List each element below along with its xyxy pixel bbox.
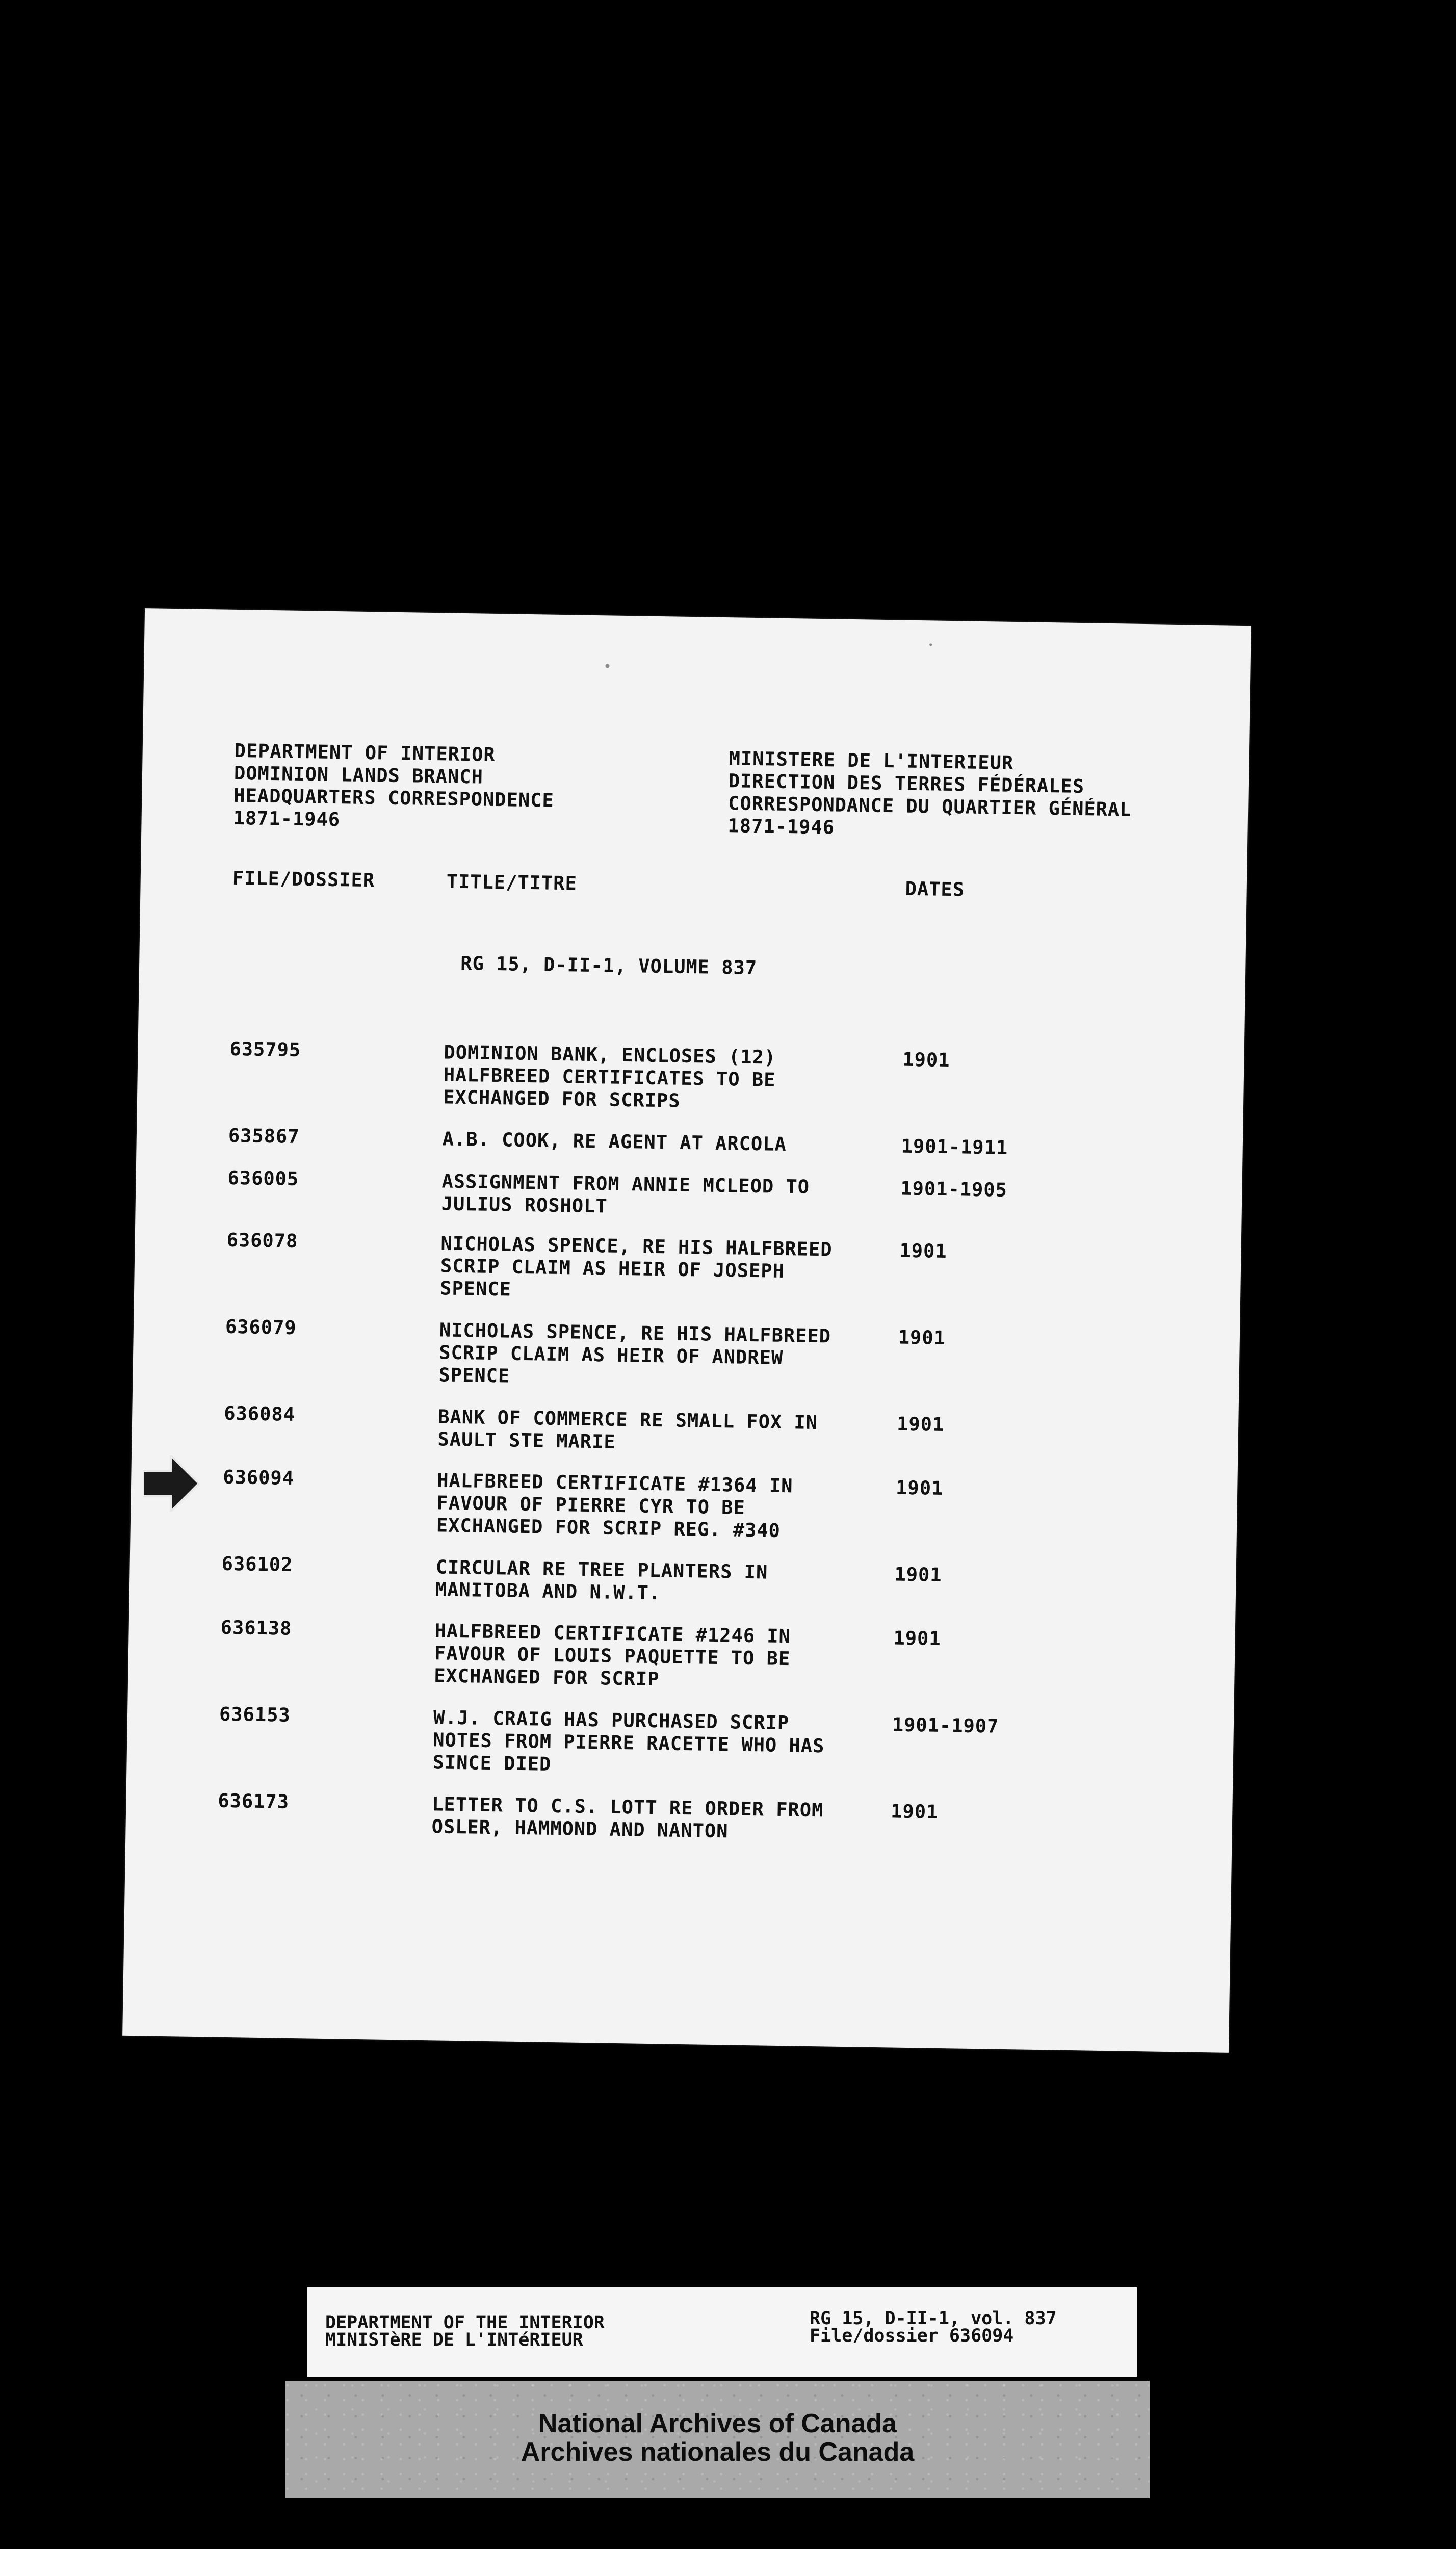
entry-dates: 1901 — [890, 1800, 939, 1823]
entry-file: 636079 — [225, 1315, 297, 1339]
entry-title-line: SPENCE — [438, 1364, 510, 1387]
entry-title-line: EXCHANGED FOR SCRIPS — [443, 1086, 681, 1112]
entry-title-line: OSLER, HAMMOND AND NANTON — [431, 1815, 729, 1842]
entry-file: 636102 — [221, 1552, 293, 1576]
archives-band — [285, 2381, 1150, 2498]
entry-title-line: JULIUS ROSHOLT — [441, 1192, 608, 1217]
entry-file: 636138 — [220, 1616, 292, 1640]
entry-dates: 1901 — [899, 1239, 947, 1262]
entry-file: 636005 — [227, 1166, 299, 1190]
entry-dates: 1901-1905 — [900, 1177, 1008, 1201]
entry-title-line: NICHOLAS SPENCE, RE HIS HALFBREED — [439, 1319, 831, 1347]
entry-title-line: NICHOLAS SPENCE, RE HIS HALFBREED — [440, 1232, 833, 1261]
entry-dates: 1901 — [895, 1476, 944, 1499]
archives-line-en: National Archives of Canada — [538, 2409, 897, 2438]
header-fr-line3: CORRESPONDANCE DU QUARTIER GÉNÉRAL — [727, 792, 1132, 821]
entry-dates: 1901-1907 — [892, 1713, 999, 1737]
label-right-line1: RG 15, D-II-1, vol. 837 — [810, 2308, 1057, 2329]
header-fr-line2: DIRECTION DES TERRES FÉDÉRALES — [728, 770, 1085, 798]
entry-dates: 1901-1911 — [901, 1135, 1008, 1159]
entry-title-line: W.J. CRAIG HAS PURCHASED SCRIP — [433, 1706, 790, 1734]
volume-line: RG 15, D-II-1, VOLUME 837 — [460, 952, 758, 979]
paper-speck — [605, 664, 609, 668]
arrow-right-icon — [143, 1455, 199, 1512]
entry-title-line: FAVOUR OF LOUIS PAQUETTE TO BE — [434, 1642, 791, 1670]
entry-title-line: SPENCE — [439, 1277, 512, 1300]
paper-speck — [929, 643, 932, 646]
entry-dates: 1901 — [893, 1627, 942, 1650]
entry-title-line: A.B. COOK, RE AGENT AT ARCOLA — [442, 1128, 787, 1156]
entry-title-line: EXCHANGED FOR SCRIP — [433, 1664, 660, 1690]
entry-title-line: LETTER TO C.S. LOTT RE ORDER FROM — [432, 1793, 824, 1822]
column-title: TITLE/TITRE — [446, 870, 578, 895]
header-en-line1: DEPARTMENT OF INTERIOR — [234, 739, 496, 766]
entry-file: 636153 — [219, 1703, 291, 1726]
entry-dates: 1901 — [894, 1563, 942, 1586]
entry-title-line: CIRCULAR RE TREE PLANTERS IN — [435, 1556, 768, 1583]
entry-title-line: SCRIP CLAIM AS HEIR OF ANDREW — [438, 1341, 784, 1369]
header-en-line3: HEADQUARTERS CORRESPONDENCE — [233, 784, 555, 812]
entry-title-line: NOTES FROM PIERRE RACETTE WHO HAS — [432, 1729, 825, 1757]
header-fr-line1: MINISTERE DE L'INTERIEUR — [729, 747, 1014, 774]
entry-dates: 1901 — [896, 1413, 945, 1436]
entry-title-line: HALFBREED CERTIFICATE #1364 IN — [436, 1469, 793, 1497]
entry-title-line: HALFBREED CERTIFICATE #1246 IN — [434, 1620, 791, 1648]
archival-label — [307, 2287, 1137, 2377]
entry-title-line: SINCE DIED — [432, 1751, 552, 1775]
entry-title-line: MANITOBA AND N.W.T. — [435, 1578, 661, 1604]
entry-title-line: ASSIGNMENT FROM ANNIE MCLEOD TO — [441, 1170, 810, 1198]
entry-file: 636078 — [226, 1229, 298, 1252]
entry-file: 636084 — [224, 1402, 296, 1425]
entry-dates: 1901 — [898, 1326, 946, 1349]
label-right-line2: File/dossier 636094 — [810, 2326, 1014, 2346]
column-file: FILE/DOSSIER — [232, 867, 375, 892]
entry-title-line: EXCHANGED FOR SCRIP REG. #340 — [436, 1514, 781, 1542]
entry-title-line: SAULT STE MARIE — [437, 1428, 616, 1453]
label-left-line1: DEPARTMENT OF THE INTERIOR — [325, 2312, 605, 2333]
column-dates: DATES — [905, 877, 965, 901]
header-en-line2: DOMINION LANDS BRANCH — [233, 762, 484, 788]
entry-file: 636094 — [223, 1466, 295, 1489]
document-page — [122, 608, 1251, 2053]
label-left-line2: MINISTèRE DE L'INTéRIEUR — [325, 2330, 583, 2350]
entry-title-line: SCRIP CLAIM AS HEIR OF JOSEPH — [440, 1255, 785, 1282]
header-fr-line4: 1871-1946 — [727, 815, 835, 839]
header-en-line4: 1871-1946 — [233, 807, 341, 831]
entry-file: 635795 — [229, 1037, 301, 1061]
entry-title-line: DOMINION BANK, ENCLOSES (12) — [444, 1041, 776, 1069]
entry-title-line: FAVOUR OF PIERRE CYR TO BE — [436, 1492, 746, 1519]
entry-title-line: BANK OF COMMERCE RE SMALL FOX IN — [437, 1406, 818, 1434]
entry-file: 635867 — [228, 1124, 300, 1148]
entry-file: 636173 — [218, 1789, 290, 1813]
archives-line-fr: Archives nationales du Canada — [521, 2437, 915, 2467]
entry-dates: 1901 — [902, 1048, 950, 1072]
entry-title-line: HALFBREED CERTIFICATES TO BE — [443, 1063, 776, 1091]
